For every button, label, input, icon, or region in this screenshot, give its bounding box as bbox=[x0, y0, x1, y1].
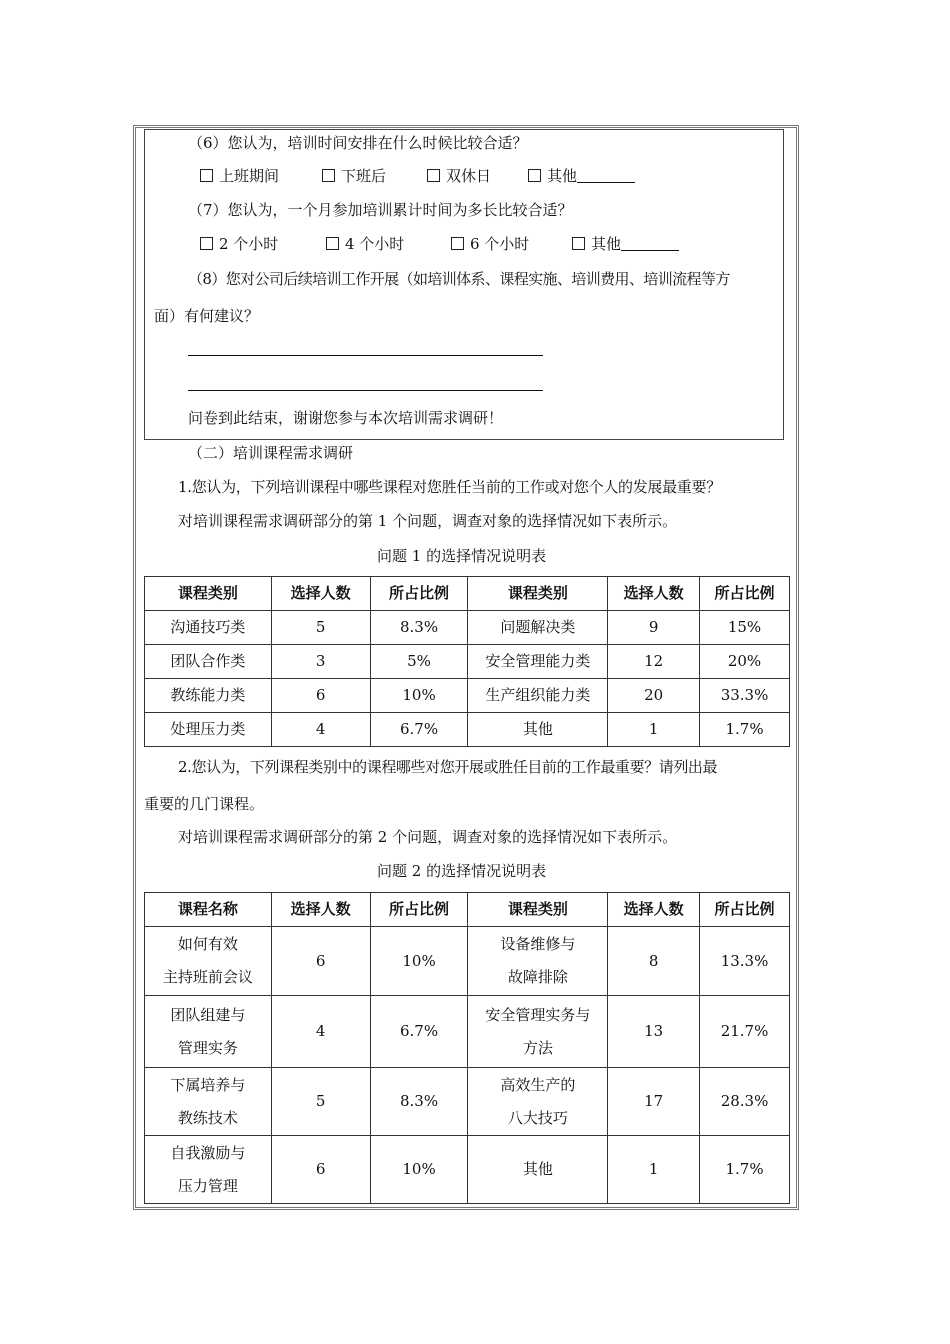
checkbox-icon[interactable] bbox=[200, 237, 213, 250]
table-cell: 8 bbox=[608, 927, 700, 996]
table-row bbox=[145, 679, 790, 713]
table-cell: 生产组织能力类 bbox=[468, 679, 608, 713]
checkbox-icon[interactable] bbox=[572, 237, 585, 250]
header-cell: 课程类别 bbox=[145, 577, 272, 611]
table-row bbox=[145, 927, 790, 996]
table-cell: 10% bbox=[370, 1136, 468, 1204]
checkbox-icon[interactable] bbox=[322, 169, 335, 182]
table-cell: 其他 bbox=[468, 1136, 608, 1204]
table-cell: 13.3% bbox=[700, 927, 790, 996]
q6-option-2[interactable]: 下班后 bbox=[322, 166, 386, 186]
header-cell: 选择人数 bbox=[608, 577, 700, 611]
table-cell: 6.7% bbox=[370, 713, 468, 747]
q7-option-3[interactable]: 6 个小时 bbox=[451, 234, 529, 254]
table-row bbox=[145, 1068, 790, 1136]
q8-question-line1: （8）您对公司后续培训工作开展（如培训体系、课程实施、培训费用、培训流程等方 bbox=[188, 270, 730, 288]
table-row bbox=[145, 645, 790, 679]
checkbox-icon[interactable] bbox=[427, 169, 440, 182]
table-cell: 5 bbox=[271, 1068, 370, 1136]
table-cell: 问题解决类 bbox=[468, 611, 608, 645]
table-cell: 8.3% bbox=[370, 611, 468, 645]
header-cell: 课程类别 bbox=[468, 893, 608, 927]
table-cell: 教练能力类 bbox=[145, 679, 272, 713]
table-cell: 6 bbox=[271, 927, 370, 996]
table-cell: 6 bbox=[271, 1136, 370, 1204]
table-cell: 17 bbox=[608, 1068, 700, 1136]
section-heading: （二）培训课程需求调研 bbox=[188, 444, 354, 462]
table-row bbox=[145, 713, 790, 747]
table-cell: 13 bbox=[608, 996, 700, 1068]
table-cell: 如何有效 主持班前会议 bbox=[145, 927, 272, 996]
table-cell: 5 bbox=[271, 611, 370, 645]
table-cell: 3 bbox=[271, 645, 370, 679]
q7-option-2[interactable]: 4 个小时 bbox=[326, 234, 404, 254]
header-cell: 课程类别 bbox=[468, 577, 608, 611]
table-cell: 其他 bbox=[468, 713, 608, 747]
checkbox-icon[interactable] bbox=[451, 237, 464, 250]
header-cell: 所占比例 bbox=[700, 893, 790, 927]
table-cell: 12 bbox=[608, 645, 700, 679]
question-2-line1: 2.您认为，下列课程类别中的课程哪些对您开展或胜任目前的工作最重要？请列出最 bbox=[178, 758, 718, 776]
table-cell: 20% bbox=[700, 645, 790, 679]
q6-question: （6）您认为，培训时间安排在什么时候比较合适？ bbox=[188, 134, 528, 152]
table-cell: 1 bbox=[608, 713, 700, 747]
table-cell: 安全管理能力类 bbox=[468, 645, 608, 679]
table-row bbox=[145, 611, 790, 645]
q7-option-4[interactable]: 其他 bbox=[572, 234, 679, 254]
q6-option-1[interactable]: 上班期间 bbox=[200, 166, 279, 186]
table-cell: 21.7% bbox=[700, 996, 790, 1068]
table-2 bbox=[144, 892, 790, 1204]
header-cell: 选择人数 bbox=[271, 577, 370, 611]
fill-blank[interactable] bbox=[621, 236, 679, 251]
table-cell: 8.3% bbox=[370, 1068, 468, 1136]
q7-question: （7）您认为，一个月参加培训累计时间为多长比较合适？ bbox=[188, 201, 573, 219]
table-cell: 4 bbox=[271, 713, 370, 747]
table-cell: 5% bbox=[370, 645, 468, 679]
checkbox-icon[interactable] bbox=[528, 169, 541, 182]
q8-question-line2: 面）有何建议？ bbox=[154, 307, 260, 325]
checkbox-icon[interactable] bbox=[200, 169, 213, 182]
table-row bbox=[145, 996, 790, 1068]
header-cell: 选择人数 bbox=[271, 893, 370, 927]
fill-blank[interactable] bbox=[577, 168, 635, 183]
header-cell: 所占比例 bbox=[370, 577, 468, 611]
table-cell: 处理压力类 bbox=[145, 713, 272, 747]
table-cell: 下属培养与 教练技术 bbox=[145, 1068, 272, 1136]
table-cell: 20 bbox=[608, 679, 700, 713]
table-1-caption: 问题 1 的选择情况说明表 bbox=[377, 547, 547, 565]
question-2-line2: 重要的几门课程。 bbox=[144, 795, 265, 813]
question-1-note: 对培训课程需求调研部分的第 1 个问题，调查对象的选择情况如下表所示。 bbox=[178, 512, 678, 530]
table-cell: 1 bbox=[608, 1136, 700, 1204]
table-cell: 15% bbox=[700, 611, 790, 645]
table-cell: 高效生产的 八大技巧 bbox=[468, 1068, 608, 1136]
header-cell: 选择人数 bbox=[608, 893, 700, 927]
table-cell: 6.7% bbox=[370, 996, 468, 1068]
table-cell: 安全管理实务与 方法 bbox=[468, 996, 608, 1068]
answer-line-1[interactable] bbox=[188, 355, 543, 356]
table-cell: 28.3% bbox=[700, 1068, 790, 1136]
header-cell: 所占比例 bbox=[700, 577, 790, 611]
table-cell: 1.7% bbox=[700, 713, 790, 747]
table-cell: 团队合作类 bbox=[145, 645, 272, 679]
header-cell: 所占比例 bbox=[370, 893, 468, 927]
table-cell: 设备维修与 故障排除 bbox=[468, 927, 608, 996]
table-header-row bbox=[145, 893, 790, 927]
table-cell: 10% bbox=[370, 679, 468, 713]
table-cell: 团队组建与 管理实务 bbox=[145, 996, 272, 1068]
table-header-row bbox=[145, 577, 790, 611]
question-2-note: 对培训课程需求调研部分的第 2 个问题，调查对象的选择情况如下表所示。 bbox=[178, 828, 678, 846]
table-cell: 4 bbox=[271, 996, 370, 1068]
table-row bbox=[145, 1136, 790, 1204]
closing-text: 问卷到此结束，谢谢您参与本次培训需求调研！ bbox=[188, 409, 504, 427]
table-cell: 9 bbox=[608, 611, 700, 645]
checkbox-icon[interactable] bbox=[326, 237, 339, 250]
table-cell: 自我激励与 压力管理 bbox=[145, 1136, 272, 1204]
header-cell: 课程名称 bbox=[145, 893, 272, 927]
table-cell: 33.3% bbox=[700, 679, 790, 713]
q7-option-1[interactable]: 2 个小时 bbox=[200, 234, 278, 254]
q6-option-4[interactable]: 其他 bbox=[528, 166, 635, 186]
table-cell: 6 bbox=[271, 679, 370, 713]
table-2-caption: 问题 2 的选择情况说明表 bbox=[377, 862, 547, 880]
table-1 bbox=[144, 576, 790, 747]
q6-option-3[interactable]: 双休日 bbox=[427, 166, 491, 186]
table-cell: 1.7% bbox=[700, 1136, 790, 1204]
table-cell: 10% bbox=[370, 927, 468, 996]
table-cell: 沟通技巧类 bbox=[145, 611, 272, 645]
answer-line-2[interactable] bbox=[188, 390, 543, 391]
question-1-text: 1.您认为，下列培训课程中哪些课程对您胜任当前的工作或对您个人的发展最重要？ bbox=[178, 478, 721, 496]
